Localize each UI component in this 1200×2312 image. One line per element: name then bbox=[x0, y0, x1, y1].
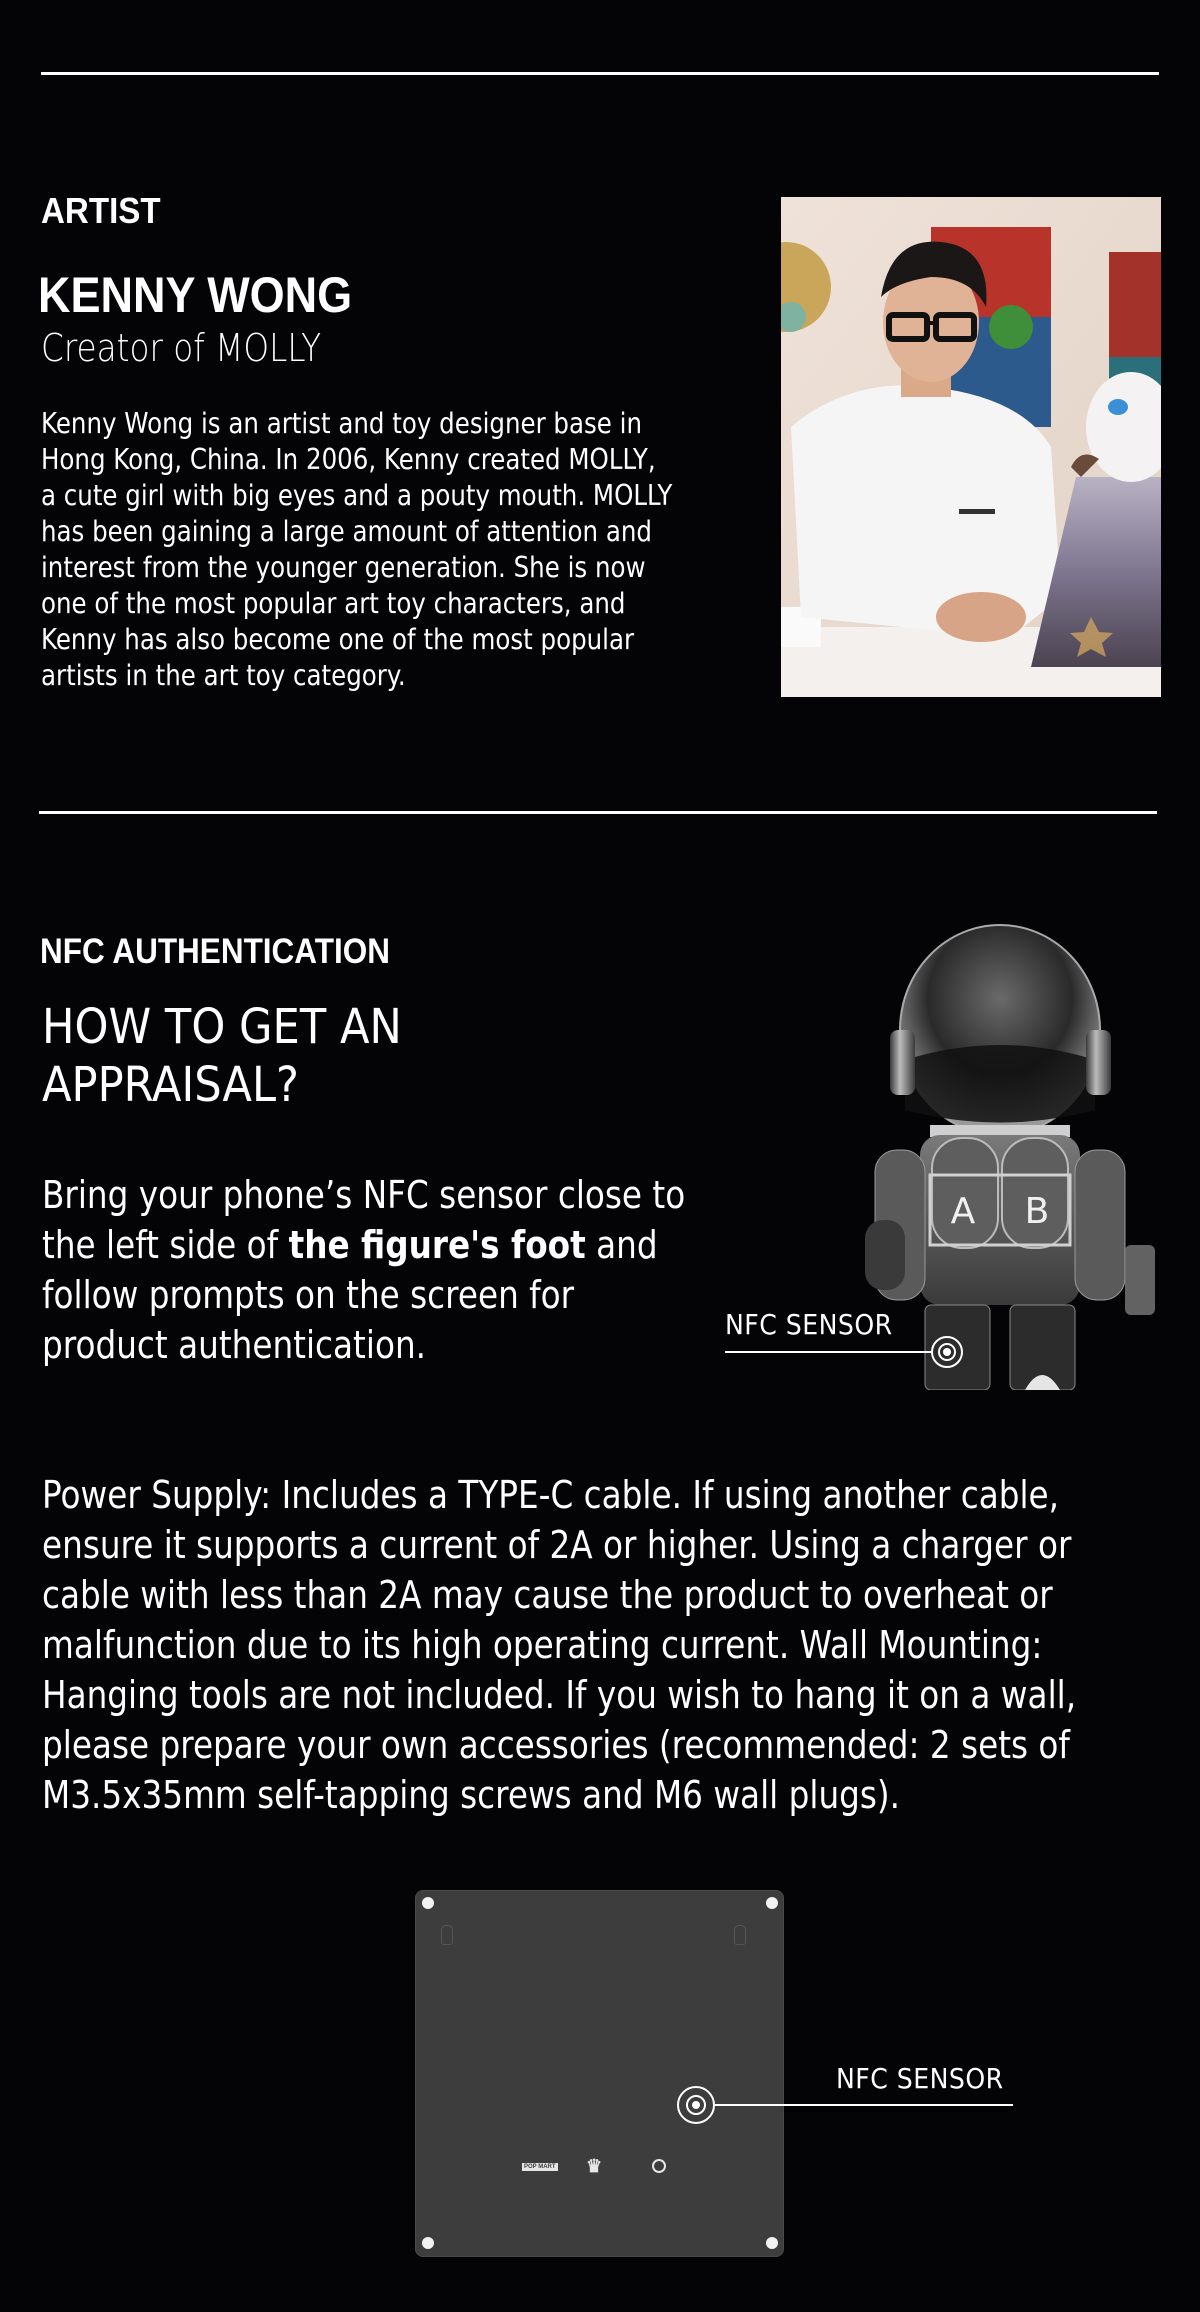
chest-letter-a: A bbox=[950, 1191, 976, 1232]
clot-logo bbox=[652, 2159, 666, 2173]
screw-hole-icon bbox=[422, 2237, 434, 2249]
back-plate-image bbox=[415, 1890, 784, 2257]
section-divider bbox=[39, 811, 1157, 814]
bio-line: Kenny Wong is an artist and toy designer base in bbox=[41, 407, 643, 440]
appraisal-title-line: APPRAISAL? bbox=[42, 1057, 299, 1113]
artist-role: Creator of MOLLY bbox=[41, 326, 322, 370]
bio-line: has been gaining a large amount of attention and bbox=[41, 515, 652, 548]
artist-photo-illustration bbox=[781, 197, 1161, 697]
bio-line: one of the most popular art toy characters, and bbox=[41, 587, 626, 620]
chest-letter-b: B bbox=[1024, 1191, 1050, 1232]
power-supply-notice: Power Supply: Includes a TYPE-C cable. If using another cable, ensure it supports a current of 2A or higher. Using a charger or cable with less than 2A may cause the product to overheat or malfunction due to its high operating current. Wall Mounting: Hanging tools are not included. If you wish to hang it on a wall, please prepare your own accessories (recommended: 2 sets of M3.5x35mm self-tapping screws and M6 wall plugs). bbox=[42, 1473, 1077, 1817]
bio-line: artists in the art toy category. bbox=[41, 659, 406, 692]
screw-hole-icon bbox=[766, 2237, 778, 2249]
plate-nfc-sensor-label: NFC SENSOR bbox=[836, 2062, 1004, 2095]
plate-nfc-sensor-leader-line bbox=[715, 2104, 1013, 2106]
appraisal-title-line: HOW TO GET AN bbox=[42, 999, 402, 1055]
top-divider bbox=[41, 72, 1159, 75]
figure-nfc-sensor-leader-line bbox=[725, 1351, 933, 1353]
nfc-section-label: NFC AUTHENTICATION bbox=[40, 932, 390, 971]
screw-hole-icon bbox=[422, 1897, 434, 1909]
artist-section-label: ARTIST bbox=[41, 190, 161, 231]
bio-line: Hong Kong, China. In 2006, Kenny created MOLLY, bbox=[41, 443, 656, 476]
nfc-instructions-emphasis: the figure's foot bbox=[288, 1223, 586, 1267]
bio-line: Kenny has also become one of the most popular bbox=[41, 623, 635, 656]
bio-line: a cute girl with big eyes and a pouty mouth. MOLLY bbox=[41, 479, 673, 512]
artist-name: KENNY WONG bbox=[38, 267, 353, 323]
bio-line: interest from the younger generation. She is now bbox=[41, 551, 646, 584]
keyhole-slot-icon bbox=[441, 1925, 453, 1945]
nfc-instructions-text: Bring your phone’s NFC sensor close to the left side of bbox=[42, 1173, 686, 1267]
nfc-instructions-text: and follow prompts on the screen for product authentication. bbox=[42, 1223, 658, 1367]
artist-photo bbox=[781, 197, 1161, 697]
screw-hole-icon bbox=[766, 1897, 778, 1909]
appraisal-title bbox=[42, 998, 582, 1114]
nfc-instructions bbox=[42, 1170, 696, 1370]
crown-k-logo: ♛ bbox=[586, 2156, 603, 2176]
artist-bio bbox=[41, 406, 677, 694]
popmart-logo: POP MART bbox=[524, 2164, 556, 2170]
figure-nfc-sensor-label: NFC SENSOR bbox=[725, 1308, 893, 1341]
astronaut-figure-image bbox=[850, 920, 1170, 1390]
astronaut-figure-illustration bbox=[850, 920, 1170, 1390]
keyhole-slot-icon bbox=[734, 1925, 746, 1945]
